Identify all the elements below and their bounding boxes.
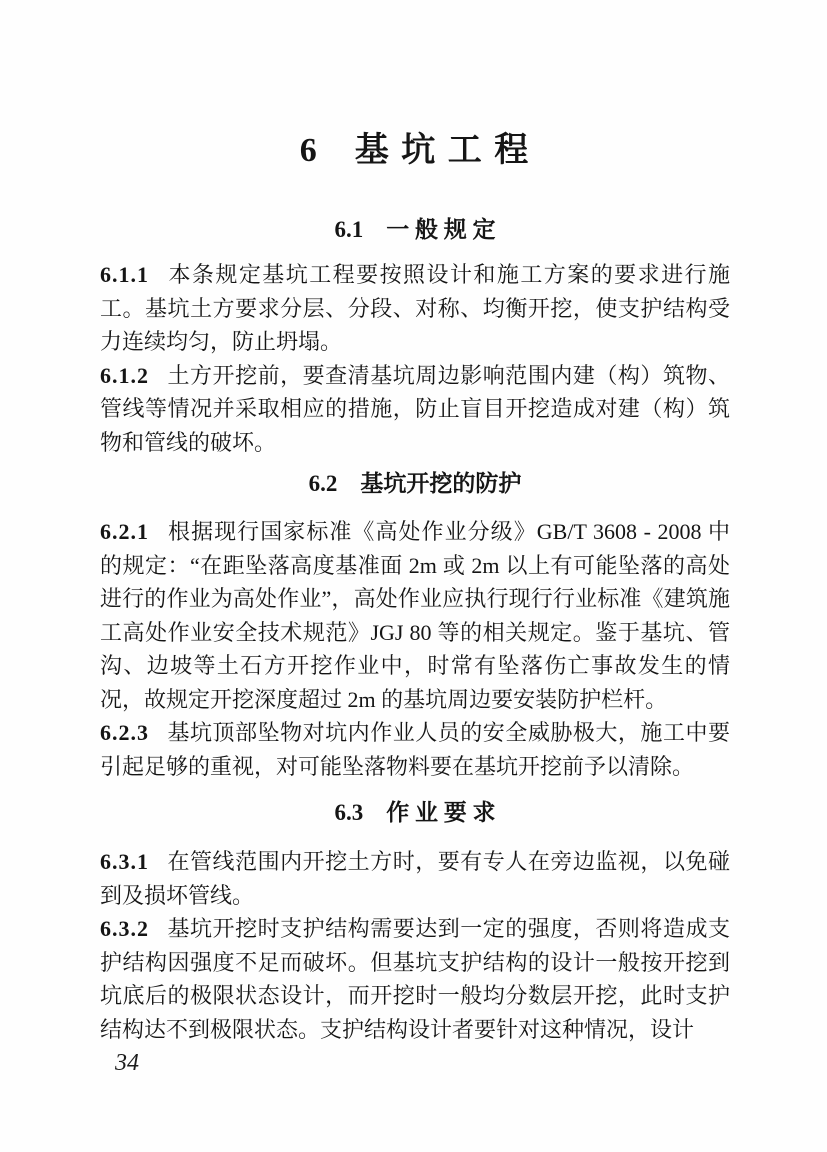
section-heading-6-1: 6.1 一 般 规 定: [334, 217, 496, 242]
clause-number-6-2-1: 6.2.1: [100, 519, 149, 544]
paragraph-6-2-1: [100, 515, 730, 716]
chapter-title: 6 基 坑 工 程: [299, 132, 531, 169]
clause-text-6-1-1: 本条规定基坑工程要按照设计和施工方案的要求进行施工。基坑土方要求分层、分段、对称、均衡开挖，使支护结构受力连续均匀，防止坍塌。: [100, 262, 730, 354]
clause-number-6-1-1: 6.1.1: [100, 262, 149, 287]
clause-number-6-1-2: 6.1.2: [100, 362, 149, 388]
paragraph-6-1-1: [100, 258, 730, 359]
paragraph-6-3-2: [100, 912, 730, 1046]
clause-number-6-2-3: 6.2.3: [100, 720, 149, 745]
clause-text-6-3-1: 在管线范围内开挖土方时，要有专人在旁边监视，以免碰到及损坏管线。: [100, 849, 730, 908]
paragraph-6-1-2: [100, 359, 730, 460]
page-number: 34: [115, 1050, 139, 1076]
clause-number-6-3-1: 6.3.1: [100, 849, 149, 874]
section-heading-6-2: 6.2 基坑开挖的防护: [308, 471, 522, 496]
clause-text-6-2-3: 基坑顶部坠物对坑内作业人员的安全威胁极大，施工中要引起足够的重视，对可能坠落物料要在基坑开挖前予以清除。: [100, 720, 730, 779]
clause-text-6-2-1: 根据现行国家标准《高处作业分级》GB/T 3608 - 2008 中的规定：“在距坠落高度基准面 2m 或 2m 以上有可能坠落的高处进行的作业为高处作业”，高处作业应执行现行行业标准《建筑施工高处作业安全技术规范》JGJ 80 等的相关规定。鉴于基坑、管沟、边坡等土石方开挖作业中，时常有坠落伤亡事故发生的情况，故规定开挖深度超过 2m 的基坑周边要安装防护栏杆。: [100, 519, 730, 712]
paragraph-6-3-1: [100, 845, 730, 912]
section-heading-6-3: 6.3 作 业 要 求: [334, 800, 496, 825]
page-content: [100, 0, 730, 1046]
clause-text-6-3-2: 基坑开挖时支护结构需要达到一定的强度，否则将造成支护结构因强度不足而破坏。但基坑支护结构的设计一般按开挖到坑底后的极限状态设计，而开挖时一般均分数层开挖，此时支护结构达不到极限状态。支护结构设计者要针对这种情况，设计: [100, 916, 730, 1042]
clause-number-6-3-2: 6.3.2: [100, 916, 149, 941]
clause-text-6-1-2: 土方开挖前，要查清基坑周边影响范围内建（构）筑物、管线等情况并采取相应的措施，防止盲目开挖造成对建（构）筑物和管线的破坏。: [100, 362, 730, 455]
paragraph-6-2-3: [100, 716, 730, 783]
